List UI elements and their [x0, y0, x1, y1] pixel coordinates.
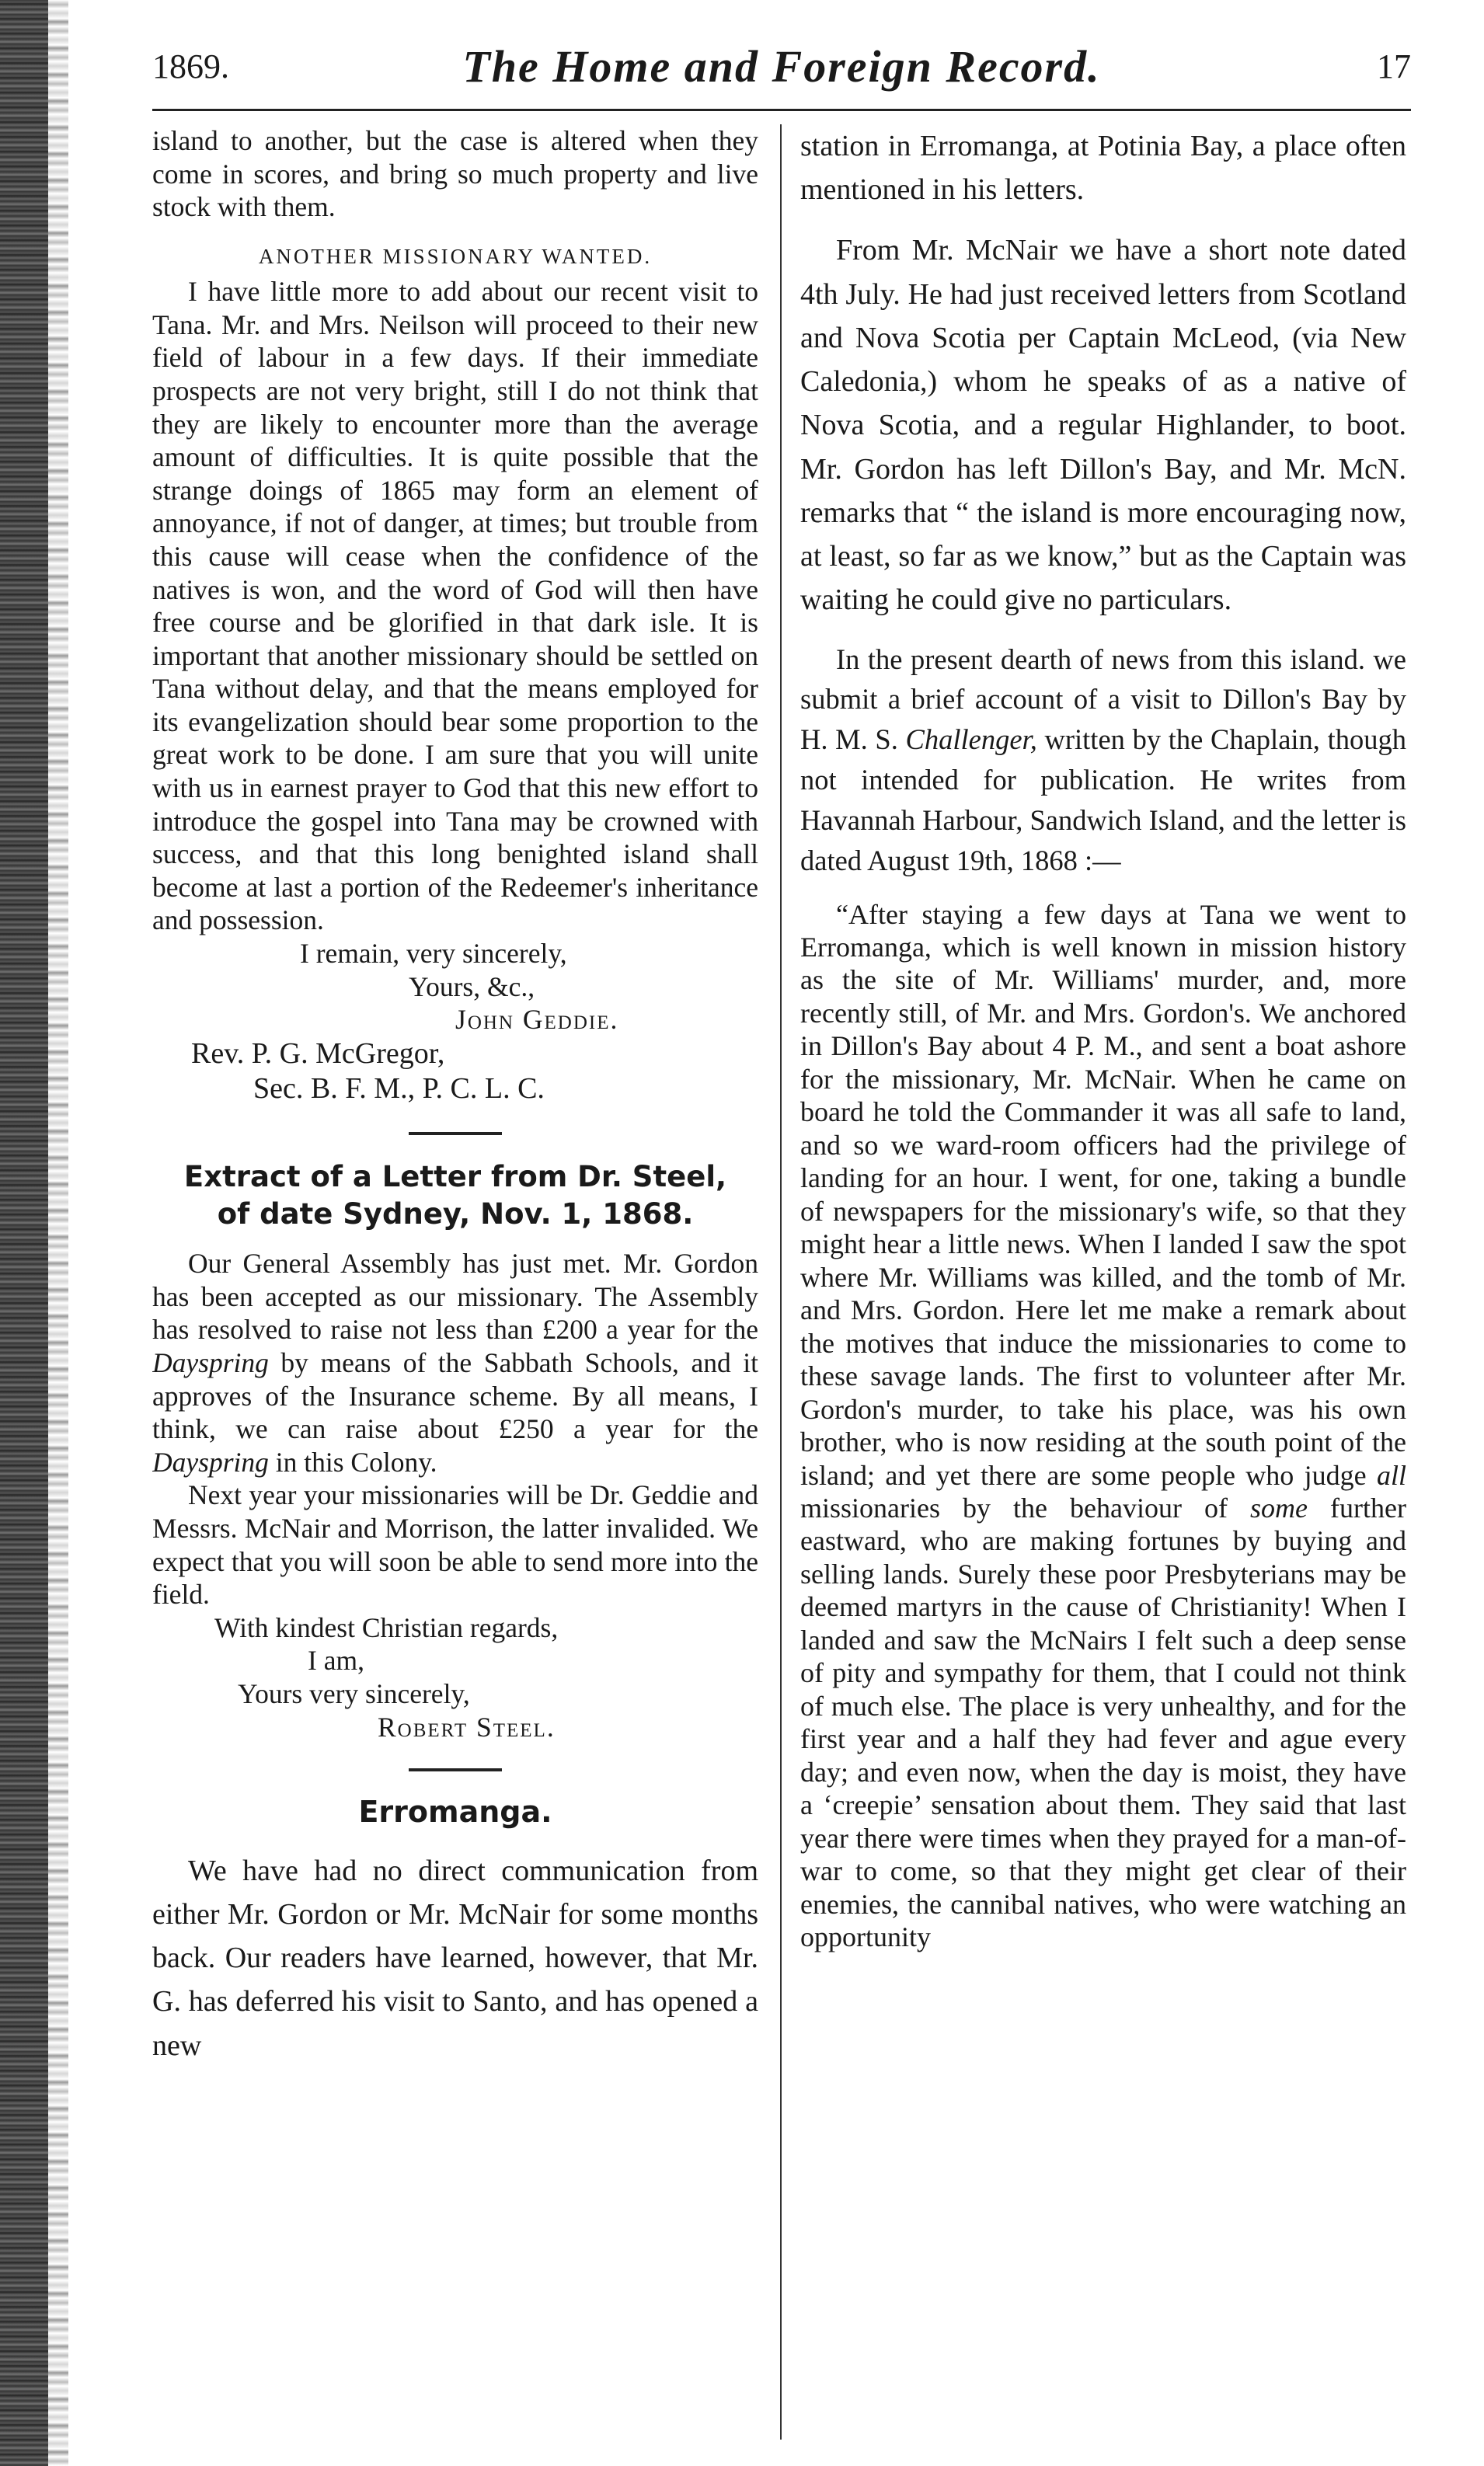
paragraph [800, 639, 1406, 881]
signature-line: I am, [308, 1645, 364, 1677]
section-title: Erromanga. [358, 1795, 552, 1830]
ship-name: Dayspring [152, 1346, 269, 1378]
signature-line: Yours very sincerely, [238, 1677, 470, 1709]
page-edge-scan [48, 0, 68, 2466]
text-run: In the present dearth of news from this island. we submit a brief account of a visit to Dillon's Bay by H. M. S. [800, 643, 1406, 756]
right-column [800, 124, 1406, 2447]
addressee-line: Sec. B. F. M., P. C. L. C. [253, 1072, 545, 1106]
signature-line: With kindest Christian regards, [214, 1611, 559, 1643]
paragraph: I have little more to add about our recent visit to Tana. Mr. and Mrs. Neilson will proceed to their new field of labour in a few days. If their immediate prospects are not very bright, still I do not think that they are likely to encounter more than the average amount of difficulties. It is quite possible that the strange doings of 1865 may form an element of annoyance, if not of danger, at times; but trouble from this cause will cease when the confidence of the natives is won, and the word of God will then have free course and be glorified in that dark isle. It is important that another missionary should be settled on Tana without delay, and that the means employed for its evangelization should bear some proportion to the great work to be done. I am sure that you will unite with us in earnest prayer to God that this new effort to introduce the gospel into Tana may be crowned with success, and that this long benighted island shall become at last a portion of the Redeemer's inheritance and possession. [152, 276, 758, 936]
paragraph: Next year your missionaries will be Dr. Geddie and Messrs. McNair and Morrison, the latter invalided. We expect that you will soon be able to send more into the field. [152, 1479, 758, 1611]
text-run: “After staying a few days at Tana we went to Erromanga, which is well known in mission history as the site of Mr. Williams' murder, and, more recently still, of Mr. and Mrs. Gordon's. We anchored in Dillon's Bay about 4 P. M., and sent a boat ashore for the missionary, Mr. McNair. When he came on board he told the Commander it was all safe to land, and so we ward-room officers had the privilege of landing for an hour. I went, for one, taking a bundle of newspapers for the missionary's wife, so that they might hear a little news. When I landed I saw the spot where Mr. Williams was killed, and the tomb of Mr. and Mrs. Gordon. Here let me make a remark about the motives that induce the missionaries to come to these savage lands. The first to volunteer after Mr. Gordon's murder, to take his place, was his own brother, who is now residing at the south point of the island; and yet there are some people who judge [800, 898, 1406, 1491]
left-column [152, 124, 758, 2447]
column-divider [780, 124, 782, 2440]
text-run: missionaries by the behaviour of [800, 1492, 1251, 1524]
section-divider [409, 1132, 502, 1135]
paragraph: island to another, but the case is altered when they come in scores, and bring so much property and live stock with them. [152, 125, 758, 223]
text-run: further eastward, who are making fortunes by buying and selling lands. Surely these poor Presbyterians may be deemed martyrs in the cause of Christianity! When I landed and saw the McNairs I felt such a deep sense of pity and sympathy for them, that I could not think of much else. The place is very unhealthy, and for the first year and a half they had fever and ague every day; and even now, when the day is moist, they have a ‘creepie’ sensation about them. They said that last year there were times when they prayed for a man-of-war to come, so that they might get clear of their enemies, the cannibal natives, who were watching an opportunity [800, 1492, 1406, 1953]
signature-name: Robert Steel. [378, 1711, 556, 1743]
ship-name: Dayspring [152, 1446, 269, 1478]
signature-line: Yours, &c., [409, 970, 535, 1002]
addressee-line: Rev. P. G. McGregor, [191, 1036, 445, 1070]
text-run: by means of the Sabbath Schools, and it approves of the Insurance scheme. By all means, I think, we can raise about £250 a year for the [152, 1346, 758, 1445]
header-rule [152, 109, 1411, 111]
header-title: The Home and Foreign Record. [462, 41, 1101, 92]
emphasis: some [1250, 1492, 1308, 1524]
header-year: 1869. [152, 47, 229, 85]
ship-name: Challenger, [905, 723, 1037, 756]
section-divider [409, 1768, 502, 1771]
signature-name: John Geddie. [455, 1004, 619, 1036]
emphasis: all [1376, 1459, 1406, 1491]
paragraph: From Mr. McNair we have a short note dated 4th July. He had just received letters from Scotland and Nova Scotia per Captain McLeod, (via New Caledonia,) whom he speaks of as a native of Nova Scotia, and a regular Highlander, to boot. Mr. Gordon has left Dillon's Bay, and Mr. McN. remarks that “ the island is more encouraging now, at least, so far as we know,” but as the Captain was waiting he could give no particulars. [800, 234, 1406, 617]
book-spine-shadow [0, 0, 48, 2466]
signature-line: I remain, very sincerely, [300, 938, 567, 970]
paragraph: We have had no direct communication from either Mr. Gordon or Mr. McNair for some months back. Our readers have learned, however, that Mr. G. has deferred his visit to Santo, and has opened a new [152, 1854, 758, 2062]
article-title-line: Extract of a Letter from Dr. Steel, [183, 1160, 727, 1194]
section-subheading: ANOTHER MISSIONARY WANTED. [258, 244, 653, 268]
paragraph [800, 898, 1406, 1954]
text-run: Our General Assembly has just met. Mr. Gordon has been accepted as our missionary. The Assembly has resolved to raise not less than £200 a year for the [152, 1248, 758, 1346]
page-number: 17 [1377, 47, 1411, 85]
text-run: in this Colony. [268, 1446, 437, 1478]
article-title-line: of date Sydney, Nov. 1, 1868. [217, 1197, 694, 1231]
article-title [152, 1158, 758, 1233]
paragraph [152, 1247, 758, 1479]
paragraph: station in Erromanga, at Potinia Bay, a place often mentioned in his letters. [800, 130, 1406, 207]
text-run: written by the Chaplain, though not intended for publication. He writes from Havannah Harbour, Sandwich Island, and the letter is dated August 19th, 1868 :— [800, 723, 1406, 876]
running-header [152, 40, 1411, 103]
